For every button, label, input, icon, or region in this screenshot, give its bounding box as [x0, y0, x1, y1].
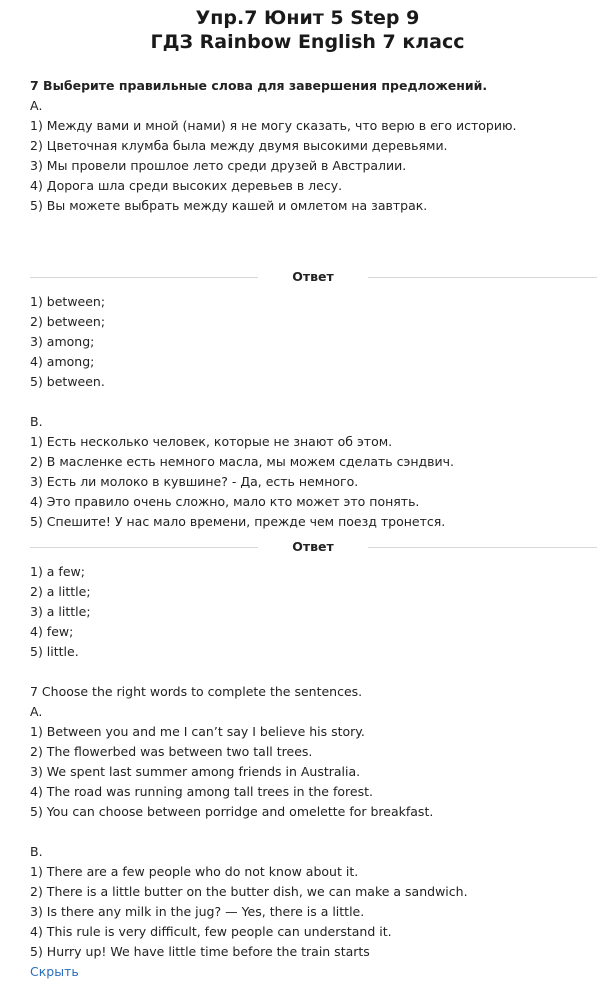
answer-separator	[30, 532, 597, 562]
answer-separator	[30, 262, 597, 292]
answer-heading: Ответ	[292, 269, 334, 284]
list-item: 1) Between you and me I can’t say I believe his story.	[30, 724, 365, 739]
part-b-list	[30, 432, 597, 532]
list-item: 4) Дорога шла среди высоких деревьев в лесу.	[30, 178, 343, 193]
list-item: 3) We spent last summer among friends in Australia.	[30, 764, 361, 779]
answers-b-list	[30, 562, 597, 662]
answer-item: 3) among;	[30, 334, 95, 349]
list-item: 3) Is there any milk in the jug? — Yes, there is a little.	[30, 904, 365, 919]
divider	[368, 277, 597, 278]
divider	[368, 547, 597, 548]
divider	[30, 277, 258, 278]
list-item: 1) Есть несколько человек, которые не знают об этом.	[30, 434, 393, 449]
page-subtitle: ГДЗ Rainbow English 7 класс	[150, 31, 465, 53]
answer-item: 5) little.	[30, 644, 79, 659]
page-title: Упр.7 Юнит 5 Step 9	[195, 7, 420, 29]
list-item: 1) There are a few people who do not know about it.	[30, 864, 359, 879]
answer-item: 1) a few;	[30, 564, 85, 579]
answer-item: 2) between;	[30, 314, 106, 329]
list-item: 1) Между вами и мной (нами) я не могу сказать, что верю в его историю.	[30, 118, 517, 133]
list-item: 4) This rule is very difficult, few people can understand it.	[30, 924, 392, 939]
answer-item: 2) a little;	[30, 584, 91, 599]
answer-item: 4) among;	[30, 354, 95, 369]
list-item: 5) Hurry up! We have little time before the train starts	[30, 944, 370, 959]
task-title: 7 Выберите правильные слова для завершения предложений.	[30, 78, 488, 93]
list-item: 5) Вы можете выбрать между кашей и омлетом на завтрак.	[30, 198, 428, 213]
part-b-label: В.	[30, 414, 43, 429]
exercise-content	[30, 76, 597, 982]
list-item: 3) Мы провели прошлое лето среди друзей в Австралии.	[30, 158, 407, 173]
list-item: 3) Есть ли молоко в кувшине? - Да, есть немного.	[30, 474, 359, 489]
answer-heading: Ответ	[292, 539, 334, 554]
list-item: 2) There is a little butter on the butter dish, we can make a sandwich.	[30, 884, 468, 899]
list-item: 2) Цветочная клумба была между двумя высокими деревьями.	[30, 138, 448, 153]
english-task-title: 7 Choose the right words to complete the sentences.	[30, 684, 363, 699]
part-a-list	[30, 116, 597, 216]
english-part-b-label: B.	[30, 844, 43, 859]
list-item: 2) В масленке есть немного масла, мы можем сделать сэндвич.	[30, 454, 455, 469]
list-item: 5) You can choose between porridge and omelette for breakfast.	[30, 804, 434, 819]
english-part-a-label: A.	[30, 704, 43, 719]
part-a-label: А.	[30, 98, 43, 113]
answers-a-list	[30, 292, 597, 392]
list-item: 4) Это правило очень сложно, мало кто может это понять.	[30, 494, 420, 509]
list-item: 4) The road was running among tall trees in the forest.	[30, 784, 373, 799]
english-part-a-list	[30, 722, 597, 822]
english-part-b-list	[30, 862, 597, 962]
answer-item: 1) between;	[30, 294, 106, 309]
answer-item: 3) a little;	[30, 604, 91, 619]
list-item: 5) Спешите! У нас мало времени, прежде чем поезд тронется.	[30, 514, 446, 529]
page-header	[0, 0, 615, 54]
answer-item: 4) few;	[30, 624, 74, 639]
hide-link[interactable]: Скрыть	[30, 964, 79, 979]
divider	[30, 547, 258, 548]
list-item: 2) The flowerbed was between two tall trees.	[30, 744, 313, 759]
answer-item: 5) between.	[30, 374, 105, 389]
